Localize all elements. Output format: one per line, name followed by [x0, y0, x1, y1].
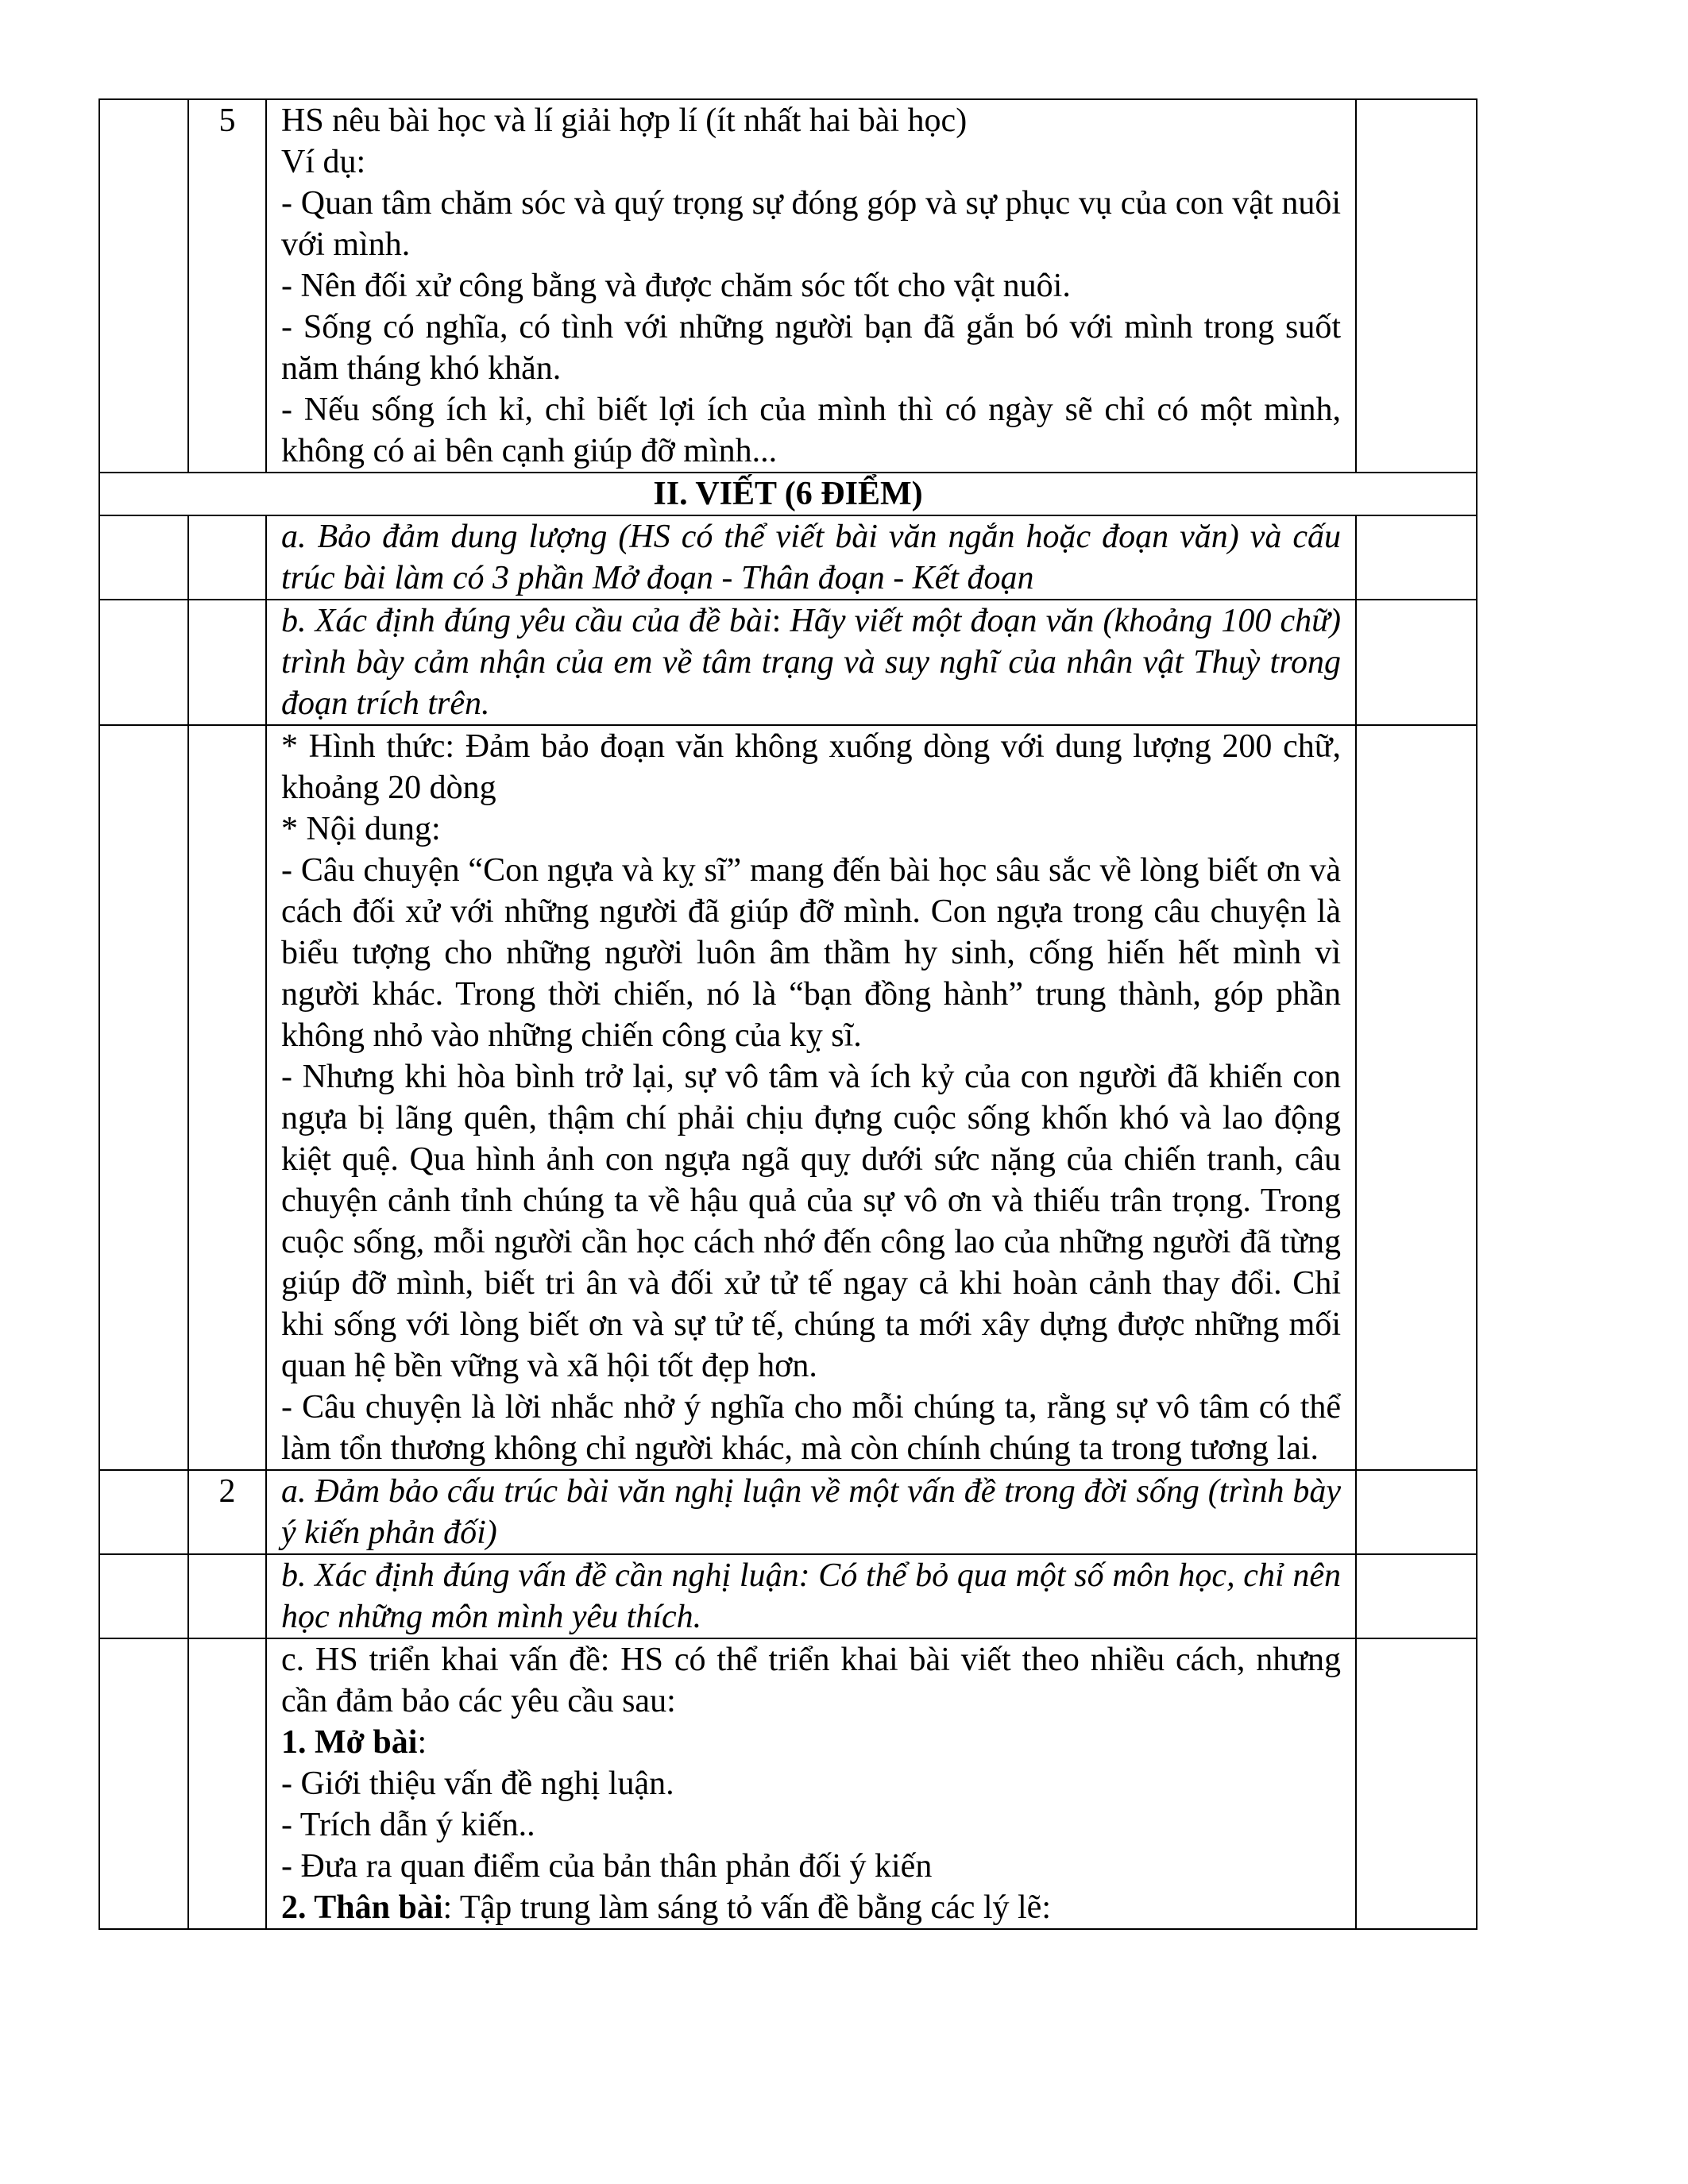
- section-cell: [99, 1638, 188, 1929]
- mo-bai-label: 1. Mở bài: [281, 1724, 418, 1761]
- table-row: [99, 600, 1477, 725]
- question-number: 5: [188, 99, 266, 473]
- section-cell: [99, 600, 188, 725]
- score-cell: [1356, 1470, 1477, 1554]
- criterion-a: a. Đảm bảo cấu trúc bài văn nghị luận về một vấn đề trong đời sống (trình bày ý kiến phản đối): [266, 1470, 1356, 1554]
- section-heading: II. VIẾT (6 ĐIỂM): [99, 473, 1477, 515]
- answer-content: [266, 99, 1356, 473]
- intro-line: c. HS triển khai vấn đề: HS có thể triển khai bài viết theo nhiều cách, nhưng cần đảm bảo các yêu cầu sau:: [281, 1642, 1341, 1719]
- question-number: [188, 515, 266, 600]
- table-row: [99, 725, 1477, 1470]
- score-cell: [1356, 1554, 1477, 1638]
- answer-line: - Câu chuyện “Con ngựa và kỵ sĩ” mang đến bài học sâu sắc về lòng biết ơn và cách đối xử với những người đã giúp đỡ mình. Con ngựa trong câu chuyện là biểu tượng cho những người luôn âm thầm hy sinh, cống hiến hết mình vì người khác. Trong thời chiến, nó là “bạn đồng hành” trung thành, góp phần không nhỏ vào những chiến công của kỵ sĩ.: [281, 852, 1341, 1054]
- mo-bai-colon: :: [417, 1724, 427, 1761]
- criterion-c: [266, 1638, 1356, 1929]
- score-cell: [1356, 600, 1477, 725]
- than-bai-heading: [281, 1887, 1341, 1928]
- question-number: 2: [188, 1470, 266, 1554]
- answer-line: - Câu chuyện là lời nhắc nhở ý nghĩa cho mỗi chúng ta, rằng sự vô tâm có thể làm tổn thương không chỉ người khác, mà còn chính chúng ta trong tương lai.: [281, 1389, 1341, 1467]
- answer-line: Ví dụ:: [281, 144, 366, 180]
- score-cell: [1356, 515, 1477, 600]
- answer-key-table: [98, 98, 1477, 1930]
- answer-line: - Nếu sống ích kỉ, chỉ biết lợi ích của mình thì có ngày sẽ chỉ có một mình, không có ai bên cạnh giúp đỡ mình...: [281, 392, 1341, 469]
- list-item: - Giới thiệu vấn đề nghị luận.: [281, 1765, 674, 1802]
- answer-line: - Quan tâm chăm sóc và quý trọng sự đóng góp và sự phục vụ của con vật nuôi với mình.: [281, 185, 1341, 263]
- list-item: - Đưa ra quan điểm của bản thân phản đối ý kiến: [281, 1848, 933, 1885]
- score-cell: [1356, 725, 1477, 1470]
- table-row: [99, 1638, 1477, 1929]
- criterion-b: b. Xác định đúng vấn đề cần nghị luận: Có thể bỏ qua một số môn học, chỉ nên học những môn mình yêu thích.: [266, 1554, 1356, 1638]
- than-bai-text: : Tập trung làm sáng tỏ vấn đề bằng các lý lẽ:: [442, 1889, 1051, 1926]
- mo-bai-heading: [281, 1722, 1341, 1763]
- table-row: [99, 1470, 1477, 1554]
- question-number: [188, 1638, 266, 1929]
- criterion-c: [266, 725, 1356, 1470]
- criterion-a: a. Bảo đảm dung lượng (HS có thể viết bài văn ngắn hoặc đoạn văn) và cấu trúc bài làm có 3 phần Mở đoạn - Thân đoạn - Kết đoạn: [266, 515, 1356, 600]
- question-number: [188, 600, 266, 725]
- section-cell: [99, 99, 188, 473]
- than-bai-label: 2. Thân bài: [281, 1889, 443, 1926]
- answer-line: - Nhưng khi hòa bình trở lại, sự vô tâm và ích kỷ của con người đã khiến con ngựa bị lãng quên, thậm chí phải chịu đựng cuộc sống khốn khó và lao động kiệt quệ. Qua hình ảnh con ngựa ngã quỵ dưới sức nặng của chiến tranh, câu chuyện cảnh tỉnh chúng ta về hậu quả của sự vô ơn và thiếu trân trọng. Trong cuộc sống, mỗi người cần học cách nhớ đến công lao của những người đã từng giúp đỡ mình, biết tri ân và đối xử tử tế ngay cả khi hoàn cảnh thay đổi. Chỉ khi sống với lòng biết ơn và sự tử tế, chúng ta mới xây dựng được những mối quan hệ bền vững và xã hội tốt đẹp hơn.: [281, 1059, 1341, 1384]
- criterion-b-rest: Hãy viết một đoạn văn (khoảng 100 chữ) trình bày cảm nhận của em về tâm trạng và suy nghĩ của nhân vật Thuỳ trong đoạn trích trên.: [281, 603, 1342, 722]
- score-cell: [1356, 99, 1477, 473]
- section-cell: [99, 515, 188, 600]
- list-item: - Trích dẫn ý kiến..: [281, 1807, 535, 1843]
- answer-line: - Nên đối xử công bằng và được chăm sóc tốt cho vật nuôi.: [281, 268, 1071, 304]
- answer-line: HS nêu bài học và lí giải hợp lí (ít nhất hai bài học): [281, 102, 968, 139]
- table-row: [99, 473, 1477, 515]
- question-number: [188, 725, 266, 1470]
- answer-line: * Nội dung:: [281, 811, 441, 847]
- answer-line: - Sống có nghĩa, có tình với những người bạn đã gắn bó với mình trong suốt năm tháng khó khăn.: [281, 309, 1341, 387]
- section-cell: [99, 1470, 188, 1554]
- question-number: [188, 1554, 266, 1638]
- score-cell: [1356, 1638, 1477, 1929]
- table-row: [99, 99, 1477, 473]
- table-row: [99, 515, 1477, 600]
- section-cell: [99, 1554, 188, 1638]
- criterion-b-lead: b. Xác định đúng yêu cầu của đề bài: [281, 603, 772, 639]
- section-cell: [99, 725, 188, 1470]
- answer-line: * Hình thức: Đảm bảo đoạn văn không xuống dòng với dung lượng 200 chữ, khoảng 20 dòng: [281, 728, 1341, 806]
- criterion-b-separator: :: [771, 603, 790, 639]
- answer-key-page: [98, 98, 1477, 1930]
- criterion-b: [266, 600, 1356, 725]
- table-row: [99, 1554, 1477, 1638]
